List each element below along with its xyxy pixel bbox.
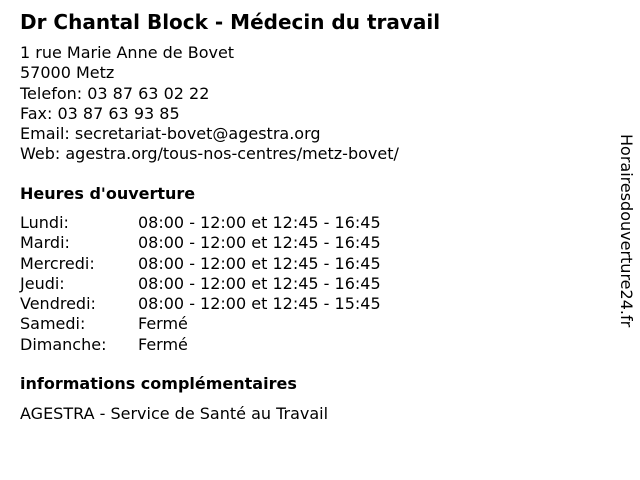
opening-hours-heading: Heures d'ouverture — [20, 184, 196, 203]
hours-time-value: 08:00 - 12:00 et 12:45 - 16:45 — [138, 273, 381, 293]
additional-info-heading: informations complémentaires — [20, 374, 297, 393]
email-address: Email: secretariat-bovet@agestra.org — [20, 124, 321, 144]
hours-day-label: Vendredi: — [20, 294, 96, 314]
hours-row-sunday — [20, 335, 381, 355]
hours-day-label: Lundi: — [20, 213, 69, 232]
hours-row-thursday — [20, 274, 381, 294]
hours-time-value: 08:00 - 12:00 et 12:45 - 16:45 — [138, 233, 381, 253]
hours-row-monday — [20, 213, 381, 233]
hours-row-wednesday — [20, 254, 381, 274]
hours-row-saturday — [20, 314, 381, 334]
additional-info-text: AGESTRA - Service de Santé au Travail — [20, 404, 329, 423]
hours-time-value: Fermé — [138, 334, 188, 354]
hours-time-value: 08:00 - 12:00 et 12:45 - 16:45 — [138, 253, 381, 273]
page-title: Dr Chantal Block - Médecin du travail — [20, 10, 441, 34]
hours-time-value: 08:00 - 12:00 et 12:45 - 15:45 — [138, 294, 381, 314]
hours-row-tuesday — [20, 233, 381, 253]
phone-number: Telefon: 03 87 63 02 22 — [20, 83, 210, 103]
site-watermark: Horairesdouverture24.fr — [617, 134, 636, 328]
hours-day-label: Mercredi: — [20, 253, 95, 273]
opening-hours-table — [20, 213, 381, 355]
hours-day-label: Samedi: — [20, 314, 86, 334]
hours-time-value: 08:00 - 12:00 et 12:45 - 16:45 — [138, 213, 381, 232]
hours-time-value: Fermé — [138, 314, 188, 334]
address-street: 1 rue Marie Anne de Bovet — [20, 43, 235, 62]
fax-number: Fax: 03 87 63 93 85 — [20, 103, 180, 123]
contact-block — [20, 43, 399, 165]
hours-day-label: Mardi: — [20, 233, 70, 253]
address-city: 57000 Metz — [20, 63, 115, 83]
hours-row-friday — [20, 294, 381, 314]
hours-day-label: Jeudi: — [20, 273, 65, 293]
website-address: Web: agestra.org/tous-nos-centres/metz-bovet/ — [20, 144, 399, 164]
hours-day-label: Dimanche: — [20, 334, 107, 354]
